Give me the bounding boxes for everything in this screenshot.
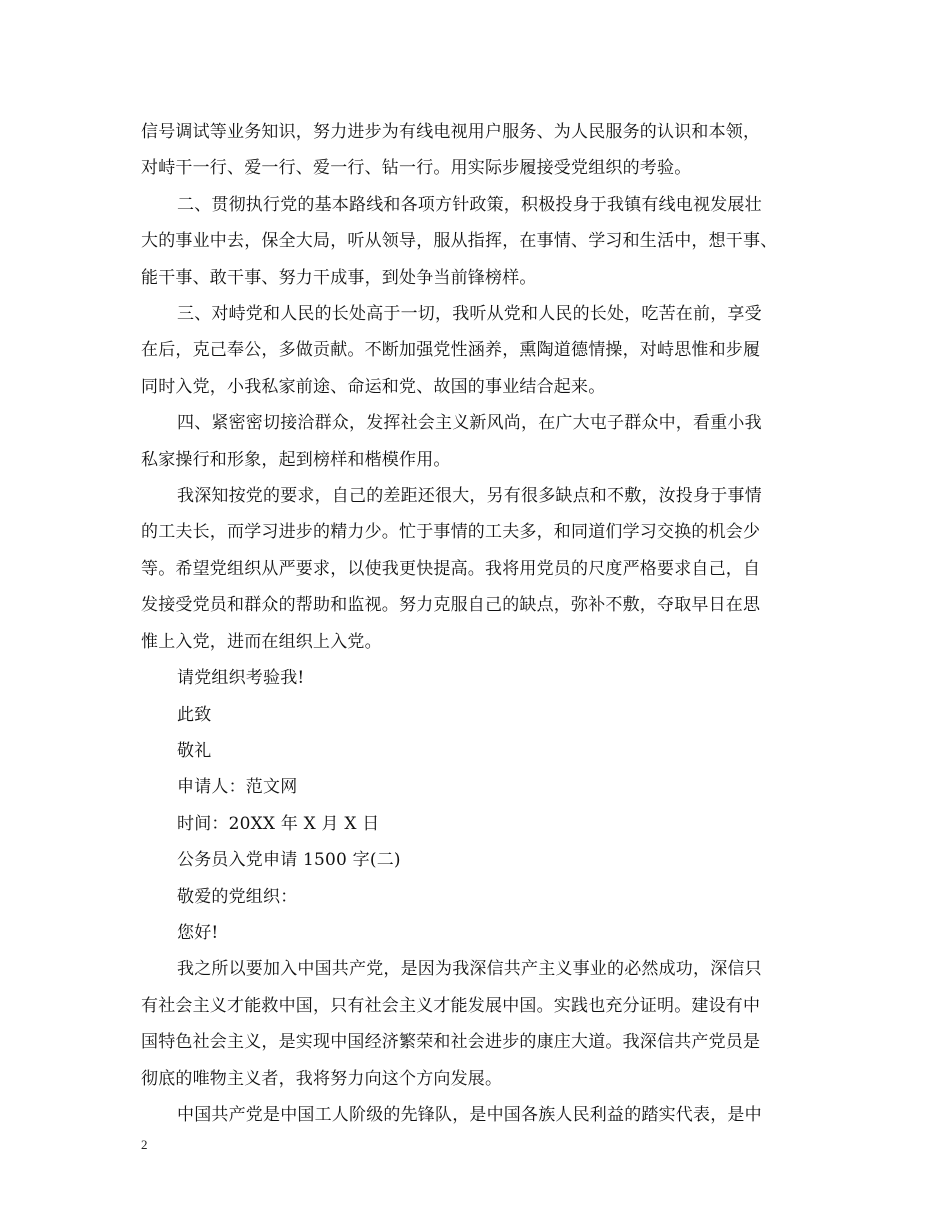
text-line: 惟上入党，进而在组织上入党。	[141, 631, 382, 652]
text-line: 发接受党员和群众的帮助和监视。努力克服自己的缺点，弥补不敷，夺取早日在思	[141, 595, 761, 616]
text-line: 信号调试等业务知识，努力进步为有线电视用户服务、为人民服务的认识和本领，	[141, 122, 761, 142]
paragraph	[141, 842, 813, 878]
paragraph	[141, 660, 813, 696]
paragraph	[141, 114, 813, 187]
paragraph	[141, 1097, 813, 1133]
paragraph	[141, 478, 813, 660]
page-number: 2	[141, 1137, 148, 1152]
paragraph	[141, 915, 813, 951]
text-line: 大的事业中去，保全大局，听从领导，服从指挥，在事情、学习和生活中，想干事、	[141, 231, 778, 252]
paragraph	[141, 296, 813, 405]
paragraph	[141, 806, 813, 842]
text-line: 的工夫长，而学习进步的精力少。忙于事情的工夫多，和同道们学习交换的机会少	[141, 522, 761, 543]
text-line: 敬爱的党组织：	[177, 886, 298, 907]
text-line: 此致	[177, 704, 212, 725]
paragraph	[141, 187, 813, 296]
text-line: 申请人：范文网	[177, 777, 298, 798]
text-line: 中国共产党是中国工人阶级的先锋队，是中国各族人民利益的踏实代表，是中	[177, 1104, 762, 1125]
text-line: 三、对峙党和人民的长处高于一切，我听从党和人民的长处，吃苦在前，享受	[177, 304, 762, 325]
text-line: 私家操行和形象，起到榜样和楷模作用。	[141, 449, 451, 470]
text-line: 四、紧密密切接洽群众，发挥社会主义新风尚，在广大屯子群众中，看重小我	[177, 413, 762, 434]
text-line: 彻底的唯物主义者，我将努力向这个方向发展。	[141, 1068, 503, 1089]
text-line: 有社会主义才能救中国，只有社会主义才能发展中国。实践也充分证明。建设有中	[141, 995, 761, 1016]
text-line: 时间：20XX 年 X 月 X 日	[177, 813, 380, 834]
text-line: 国特色社会主义，是实现中国经济繁荣和社会进步的康庄大道。我深信共产党员是	[141, 1032, 761, 1053]
text-line: 我之所以要加入中国共产党，是因为我深信共产主义事业的必然成功，深信只	[177, 959, 762, 980]
paragraph	[141, 879, 813, 915]
text-line: 同时入党，小我私家前途、命运和党、故国的事业结合起来。	[141, 376, 606, 397]
text-line: 请党组织考验我!	[177, 668, 305, 689]
text-line: 我深知按党的要求，自己的差距还很大，另有很多缺点和不敷，汝投身于事情	[177, 486, 762, 507]
text-line: 能干事、敢干事、努力干成事，到处争当前锋榜样。	[141, 267, 537, 288]
text-line: 公务员入党申请 1500 字(二)	[177, 850, 401, 871]
paragraph	[141, 951, 813, 1097]
text-line: 在后，克己奉公，多做贡献。不断加强党性涵养，熏陶道德情操，对峙思惟和步履	[141, 340, 761, 361]
text-line: 对峙干一行、爱一行、爱一行、钻一行。用实际步履接受党组织的考验。	[141, 158, 692, 179]
text-line: 等。希望党组织从严要求，以使我更快提高。我将用党员的尺度严格要求自己，自	[141, 558, 761, 579]
paragraph	[141, 733, 813, 769]
paragraph	[141, 769, 813, 805]
text-line: 敬礼	[177, 740, 212, 761]
text-line: 您好!	[177, 922, 219, 943]
document-body	[141, 114, 813, 1133]
paragraph	[141, 405, 813, 478]
paragraph	[141, 697, 813, 733]
text-line: 二、贯彻执行党的基本路线和各项方针政策，积极投身于我镇有线电视发展壮	[177, 194, 762, 215]
